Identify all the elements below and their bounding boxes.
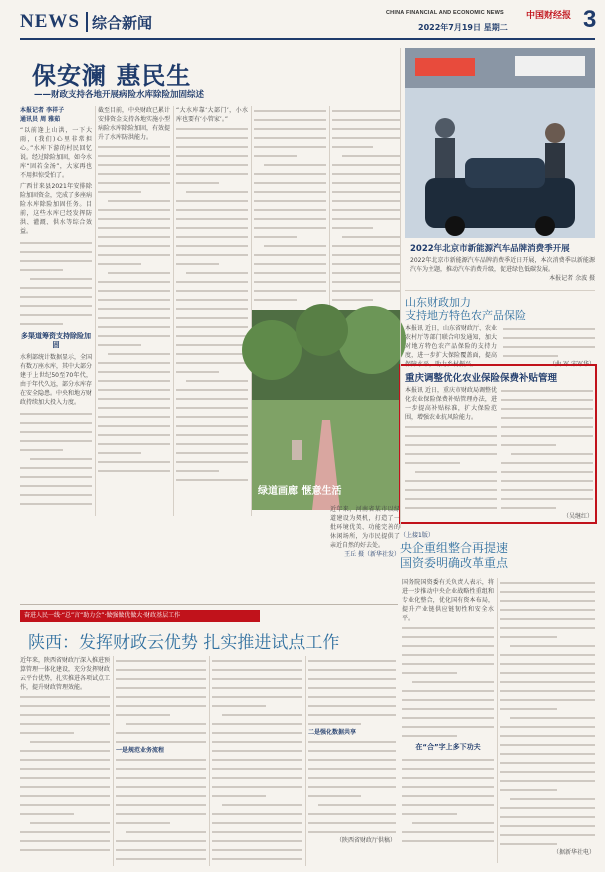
lead-paragraph-2: 广西甘来县2021年安排除险加固资金，完成了多座病险水库除险加固任务。目前，这些水库已经发挥防洪、灌溉、供水等综合效益。 bbox=[20, 183, 93, 235]
text-filler bbox=[503, 324, 595, 360]
boxed-story-title: 重庆调整优化农业保险保费补贴管理 bbox=[405, 373, 558, 384]
lead-column-3 bbox=[176, 106, 248, 516]
text-filler bbox=[402, 623, 494, 740]
lead-paragraph-4: 截至目前，中央财政已累计安排资金支持各地实施小型病险水库除险加固，有效提升了水库防洪能力。 bbox=[98, 107, 171, 141]
text-filler bbox=[501, 386, 593, 512]
green-feature-photo bbox=[252, 310, 400, 510]
photo-caption-text: 2022年北京市新能源汽车品牌消费季近日开展，本次消费季以新能源汽车为主题，推动汽车消费升级，促进绿色低碳发展。 bbox=[410, 257, 595, 273]
lead-column-5 bbox=[332, 106, 400, 306]
byline-reporter: 本报记者 李祥子 bbox=[20, 107, 65, 114]
photo-caption bbox=[410, 256, 595, 282]
byline-correspondent: 通讯员 周 雅茹 bbox=[20, 116, 61, 123]
text-filler bbox=[402, 755, 494, 845]
text-filler bbox=[116, 656, 206, 746]
masthead-rule bbox=[20, 38, 595, 40]
text-filler bbox=[308, 656, 396, 728]
text-filler bbox=[308, 737, 396, 836]
central-story-text: 国务院国资委有关负责人表示，将进一步推动中央企业战略性重组和专业化整合，优化国有资本布局，提升产业链供应链韧性和安全水平。 bbox=[402, 579, 494, 622]
central-story-title-1: 央企重组整合再提速 bbox=[400, 541, 509, 555]
auto-show-photo bbox=[405, 48, 595, 238]
green-feature-text: 近年来，河南省某市以绿道建设为契机，打造了一批环境优美、功能完善的休闲场所，为市民提供了亲近自然的好去处。 bbox=[330, 506, 400, 549]
lead-paragraph-5: “大水库靠‘大部门’，小水库也要有‘小管家’。” bbox=[176, 107, 248, 123]
lead-column-4 bbox=[254, 106, 326, 306]
page-number: 3 bbox=[583, 6, 597, 33]
lead-column-1 bbox=[20, 106, 92, 516]
lead-paragraph-3: 水利部统计数据显示，全国有数万座水库，其中大部分建于上世纪50至70年代，由于年代久远，部分水库存在安全隐患。中央和地方财政持续加大投入力度。 bbox=[20, 354, 93, 406]
lead-subhead-1: 多渠道筹资支持除险加固 bbox=[21, 332, 91, 349]
section-label-cn: 综合新闻 bbox=[92, 14, 153, 32]
sidebar-story-1-body-2 bbox=[503, 324, 595, 368]
central-story-title-2: 国资委明确改革重点 bbox=[400, 556, 509, 570]
text-filler bbox=[116, 755, 206, 863]
boxed-story-text: 本报讯 近日，重庆市财政局调整优化农业保险保费补贴管理办法，进一步提高补贴标准，扩大保险范围，增强农业抗风险能力。 bbox=[405, 387, 497, 421]
green-feature-title: 绿道画廊 惬意生活 bbox=[258, 486, 342, 497]
boxed-story-col-2 bbox=[501, 386, 593, 520]
byline bbox=[20, 106, 92, 124]
shaanxi-text: 近年来，陕西省财政厅深入推进预算管理一体化建设，充分发挥财政云平台优势，扎实推进各项试点工作，提升财政管理效能。 bbox=[20, 657, 111, 691]
shaanxi-kicker-text: 奋进人民一线·“总”言“助力会”·做强做优做大·财政基层工作 bbox=[24, 612, 181, 619]
sidebar-story-1-body bbox=[405, 324, 497, 368]
shaanxi-col-2 bbox=[116, 656, 206, 866]
shaanxi-col-4 bbox=[308, 656, 396, 866]
boxed-story bbox=[399, 364, 597, 524]
photo-credit: 本报记者 余波 摄 bbox=[549, 275, 595, 282]
photo-block bbox=[405, 48, 595, 238]
sidebar-story-1-text: 本报讯 近日，山东省财政厅、农业农村厅等部门联合印发通知，加大对地方特色农产品保险的支持力度，进一步扩大保险覆盖面，提高保障水平，助力乡村振兴。 bbox=[405, 325, 497, 368]
paper-name-en: CHINA FINANCIAL AND ECONOMIC NEWS bbox=[386, 10, 504, 16]
lead-subheadline: ——财政支持各地开展病险水库除险加固综述 bbox=[34, 90, 205, 100]
green-feature-credit: 王丘 摄（新华社发） bbox=[344, 551, 400, 558]
photo-headline: 2022年北京市新能源汽车品牌消费季开展 bbox=[410, 244, 570, 254]
text-filler bbox=[405, 422, 497, 512]
section-label-en: NEWS bbox=[20, 11, 80, 32]
boxed-story-credit: （吴继红） bbox=[562, 513, 593, 520]
shaanxi-kicker bbox=[20, 610, 260, 622]
central-story-col-1 bbox=[402, 578, 494, 863]
central-story-subhead: 在“合”字上多下功夫 bbox=[415, 743, 481, 751]
shaanxi-col-1 bbox=[20, 656, 110, 866]
masthead bbox=[0, 0, 605, 42]
green-path-illustration bbox=[252, 310, 400, 510]
issue-date: 2022年7月19日 星期二 bbox=[418, 23, 508, 32]
text-filler bbox=[20, 409, 92, 508]
lead-column-2 bbox=[98, 106, 170, 516]
shaanxi-col-3 bbox=[212, 656, 302, 866]
text-filler bbox=[500, 578, 595, 848]
text-filler bbox=[20, 238, 92, 328]
masthead-divider-icon bbox=[86, 12, 88, 32]
shaanxi-subhead-1: 一是规范业务流程 bbox=[116, 747, 165, 754]
green-feature-box bbox=[252, 310, 400, 520]
sidebar-story-1-credit: （曲 军 宋军华） bbox=[549, 361, 595, 368]
central-story-tag: （上接1版） bbox=[400, 532, 434, 539]
sidebar-story-1-title-2: 支持地方特色农产品保险 bbox=[405, 309, 526, 322]
central-story-col-2 bbox=[500, 578, 595, 863]
shaanxi-subhead-2: 二是强化数据共享 bbox=[308, 729, 357, 736]
central-story-credit: （据新华社电） bbox=[552, 849, 595, 856]
boxed-story-col-1 bbox=[405, 386, 497, 520]
text-filler bbox=[176, 124, 248, 484]
sidebar-story-1-title-1: 山东财政加力 bbox=[405, 296, 471, 309]
lead-paragraph-1: “以前逢上山洪，一下大雨，(我们)心里非常担心。”水库下游的村民回忆说。经过除险加固，如今水库“固若金汤”，大家再也不用担惊受怕了。 bbox=[20, 127, 93, 179]
shaanxi-headline: 陕西：发挥财政云优势 扎实推进试点工作 bbox=[28, 633, 340, 653]
text-filler bbox=[254, 106, 326, 304]
lead-headline: 保安澜 惠民生 bbox=[32, 61, 192, 90]
paper-logo: 中国财经报 bbox=[526, 11, 572, 21]
text-filler bbox=[332, 106, 400, 304]
shaanxi-credit: （陕西省财政厅供稿） bbox=[335, 837, 396, 844]
text-filler bbox=[20, 692, 110, 854]
green-feature-caption bbox=[330, 505, 400, 565]
text-filler bbox=[98, 142, 170, 475]
text-filler bbox=[212, 656, 302, 863]
